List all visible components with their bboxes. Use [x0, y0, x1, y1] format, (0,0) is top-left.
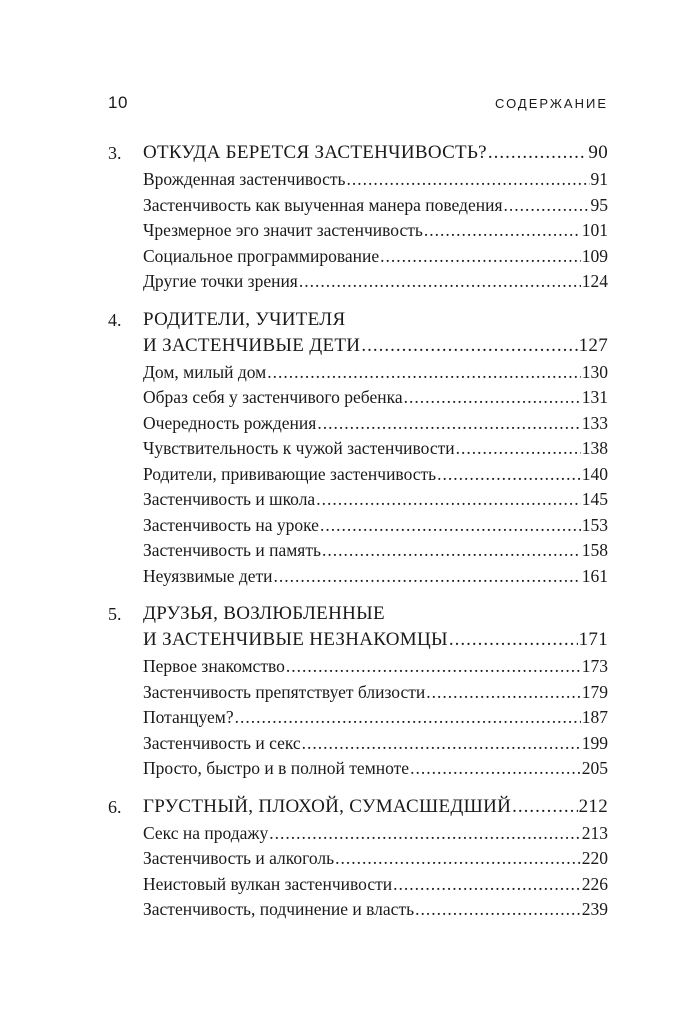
toc-entry — [143, 705, 608, 731]
toc-entry — [143, 731, 608, 757]
dot-leader — [320, 513, 581, 539]
toc-entry — [143, 269, 608, 295]
toc-entry — [143, 897, 608, 923]
dot-leader — [299, 269, 581, 295]
dot-leader — [317, 411, 580, 437]
section-title: Чувствительность к чужой застенчивости — [143, 438, 455, 458]
chapter-page-number: 171 — [578, 629, 608, 650]
chapter-page-number: 90 — [588, 142, 608, 163]
dot-leader — [410, 756, 581, 782]
dot-leader — [426, 680, 581, 706]
chapter-title-text: РОДИТЕЛИ, УЧИТЕЛЯ — [143, 308, 346, 330]
dot-leader — [424, 218, 581, 244]
toc-entry — [143, 538, 608, 564]
dot-leader — [347, 167, 590, 193]
toc-entry — [143, 756, 608, 782]
chapter-title-line — [143, 794, 608, 820]
dot-leader — [456, 436, 581, 462]
dot-leader — [449, 627, 578, 653]
table-of-contents — [108, 140, 608, 935]
section-page-number: 213 — [581, 822, 608, 843]
dot-leader — [380, 244, 581, 270]
section-title: Застенчивость препятствует близости — [143, 681, 426, 702]
toc-entry — [143, 846, 608, 872]
toc-entry — [143, 872, 608, 898]
chapter-title-text: ОТКУДА БЕРЕТСЯ ЗАСТЕНЧИВОСТЬ? — [143, 142, 487, 163]
section-title: Дом, милый дом — [143, 361, 267, 382]
dot-leader — [322, 538, 581, 564]
dot-leader — [267, 360, 581, 386]
section-page-number: 220 — [581, 848, 608, 868]
toc-entry — [143, 821, 608, 847]
section-page-number: 153 — [581, 514, 608, 535]
toc-entry — [143, 167, 608, 193]
dot-leader — [488, 140, 588, 166]
dot-leader — [393, 872, 581, 898]
chapter-title-line — [143, 627, 608, 653]
dot-leader — [316, 487, 581, 513]
toc-chapter — [108, 140, 608, 295]
section-title: Застенчивость и секс — [143, 732, 301, 753]
toc-entry — [143, 680, 608, 706]
chapter-title-text: И ЗАСТЕНЧИВЫЕ НЕЗНАКОМЦЫ — [143, 629, 448, 650]
section-page-number: 145 — [581, 489, 608, 509]
section-page-number: 91 — [590, 169, 608, 189]
section-page-number: 109 — [581, 245, 608, 266]
section-page-number: 179 — [581, 681, 608, 702]
section-title: Застенчивость, подчинение и власть — [143, 899, 415, 919]
section-title: Очередность рождения — [143, 412, 317, 433]
page-number: 10 — [108, 93, 128, 112]
dot-leader — [335, 846, 581, 872]
toc-entry — [143, 513, 608, 539]
toc-entry — [143, 654, 608, 680]
section-page-number: 130 — [581, 361, 608, 382]
section-page-number: 173 — [581, 656, 608, 676]
toc-chapter — [108, 794, 608, 923]
dot-leader — [512, 794, 577, 820]
section-page-number: 138 — [581, 438, 608, 458]
dot-leader — [415, 897, 581, 923]
dot-leader — [437, 462, 581, 488]
toc-entry — [143, 462, 608, 488]
section-title: Застенчивость как выученная манера поведения — [143, 194, 503, 215]
toc-entry — [143, 193, 608, 219]
chapter-number: 4. — [108, 309, 122, 330]
chapter-page-number: 127 — [578, 334, 608, 356]
section-title: Образ себя у застенчивого ребенка — [143, 387, 403, 407]
section-page-number: 199 — [581, 732, 608, 753]
section-page-number: 226 — [581, 873, 608, 894]
chapter-title-text: И ЗАСТЕНЧИВЫЕ ДЕТИ — [143, 334, 361, 356]
chapter-title-line — [143, 140, 608, 166]
toc-chapter — [108, 307, 608, 590]
section-title: Застенчивость на уроке — [143, 514, 319, 535]
section-title: Чрезмерное эго значит застенчивость — [143, 220, 423, 240]
chapter-title-text: ГРУСТНЫЙ, ПЛОХОЙ, СУМАСШЕДШИЙ — [143, 795, 512, 817]
section-page-number: 95 — [590, 194, 608, 215]
chapter-title-text: ДРУЗЬЯ, ВОЗЛЮБЛЕННЫЕ — [143, 603, 385, 624]
section-page-number: 140 — [581, 463, 608, 484]
section-title: Неуязвимые дети — [143, 565, 273, 586]
dot-leader — [404, 385, 581, 411]
section-title: Застенчивость и школа — [143, 489, 316, 509]
section-title: Потанцуем? — [143, 707, 234, 727]
running-head: СОДЕРЖАНИЕ — [494, 96, 608, 111]
dot-leader — [235, 705, 581, 731]
chapter-number: 6. — [108, 796, 122, 817]
chapter-title-line — [143, 333, 608, 359]
section-title: Неистовый вулкан застенчивости — [143, 873, 393, 894]
dot-leader — [274, 564, 581, 590]
section-page-number: 101 — [581, 220, 608, 240]
section-page-number: 131 — [581, 387, 608, 407]
dot-leader — [302, 731, 581, 757]
section-title: Социальное программирование — [143, 245, 380, 266]
section-title: Первое знакомство — [143, 656, 285, 676]
section-page-number: 124 — [581, 271, 608, 291]
toc-entry — [143, 244, 608, 270]
toc-entry — [143, 564, 608, 590]
section-page-number: 187 — [581, 707, 608, 727]
toc-entry — [143, 487, 608, 513]
section-title: Другие точки зрения — [143, 271, 298, 291]
dot-leader — [361, 333, 577, 359]
toc-entry — [143, 411, 608, 437]
section-title: Застенчивость и память — [143, 540, 321, 560]
toc-entry — [143, 385, 608, 411]
dot-leader — [269, 821, 581, 847]
section-page-number: 158 — [581, 540, 608, 560]
chapter-number: 5. — [108, 604, 122, 624]
section-title: Секс на продажу — [143, 822, 269, 843]
section-page-number: 205 — [581, 758, 608, 778]
section-title: Врожденная застенчивость — [143, 169, 346, 189]
chapter-title-line — [143, 601, 608, 627]
chapter-number: 3. — [108, 143, 122, 163]
chapter-title-line — [143, 307, 608, 333]
toc-entry — [143, 436, 608, 462]
chapter-page-number: 212 — [578, 795, 608, 817]
section-page-number: 161 — [581, 565, 608, 586]
section-title: Просто, быстро и в полной темноте — [143, 758, 410, 778]
section-title: Застенчивость и алкоголь — [143, 848, 335, 868]
toc-entry — [143, 360, 608, 386]
dot-leader — [286, 654, 581, 680]
toc-entry — [143, 218, 608, 244]
toc-chapter — [108, 601, 608, 782]
section-title: Родители, прививающие застенчивость — [143, 463, 437, 484]
section-page-number: 239 — [581, 899, 608, 919]
section-page-number: 133 — [581, 412, 608, 433]
dot-leader — [504, 193, 590, 219]
